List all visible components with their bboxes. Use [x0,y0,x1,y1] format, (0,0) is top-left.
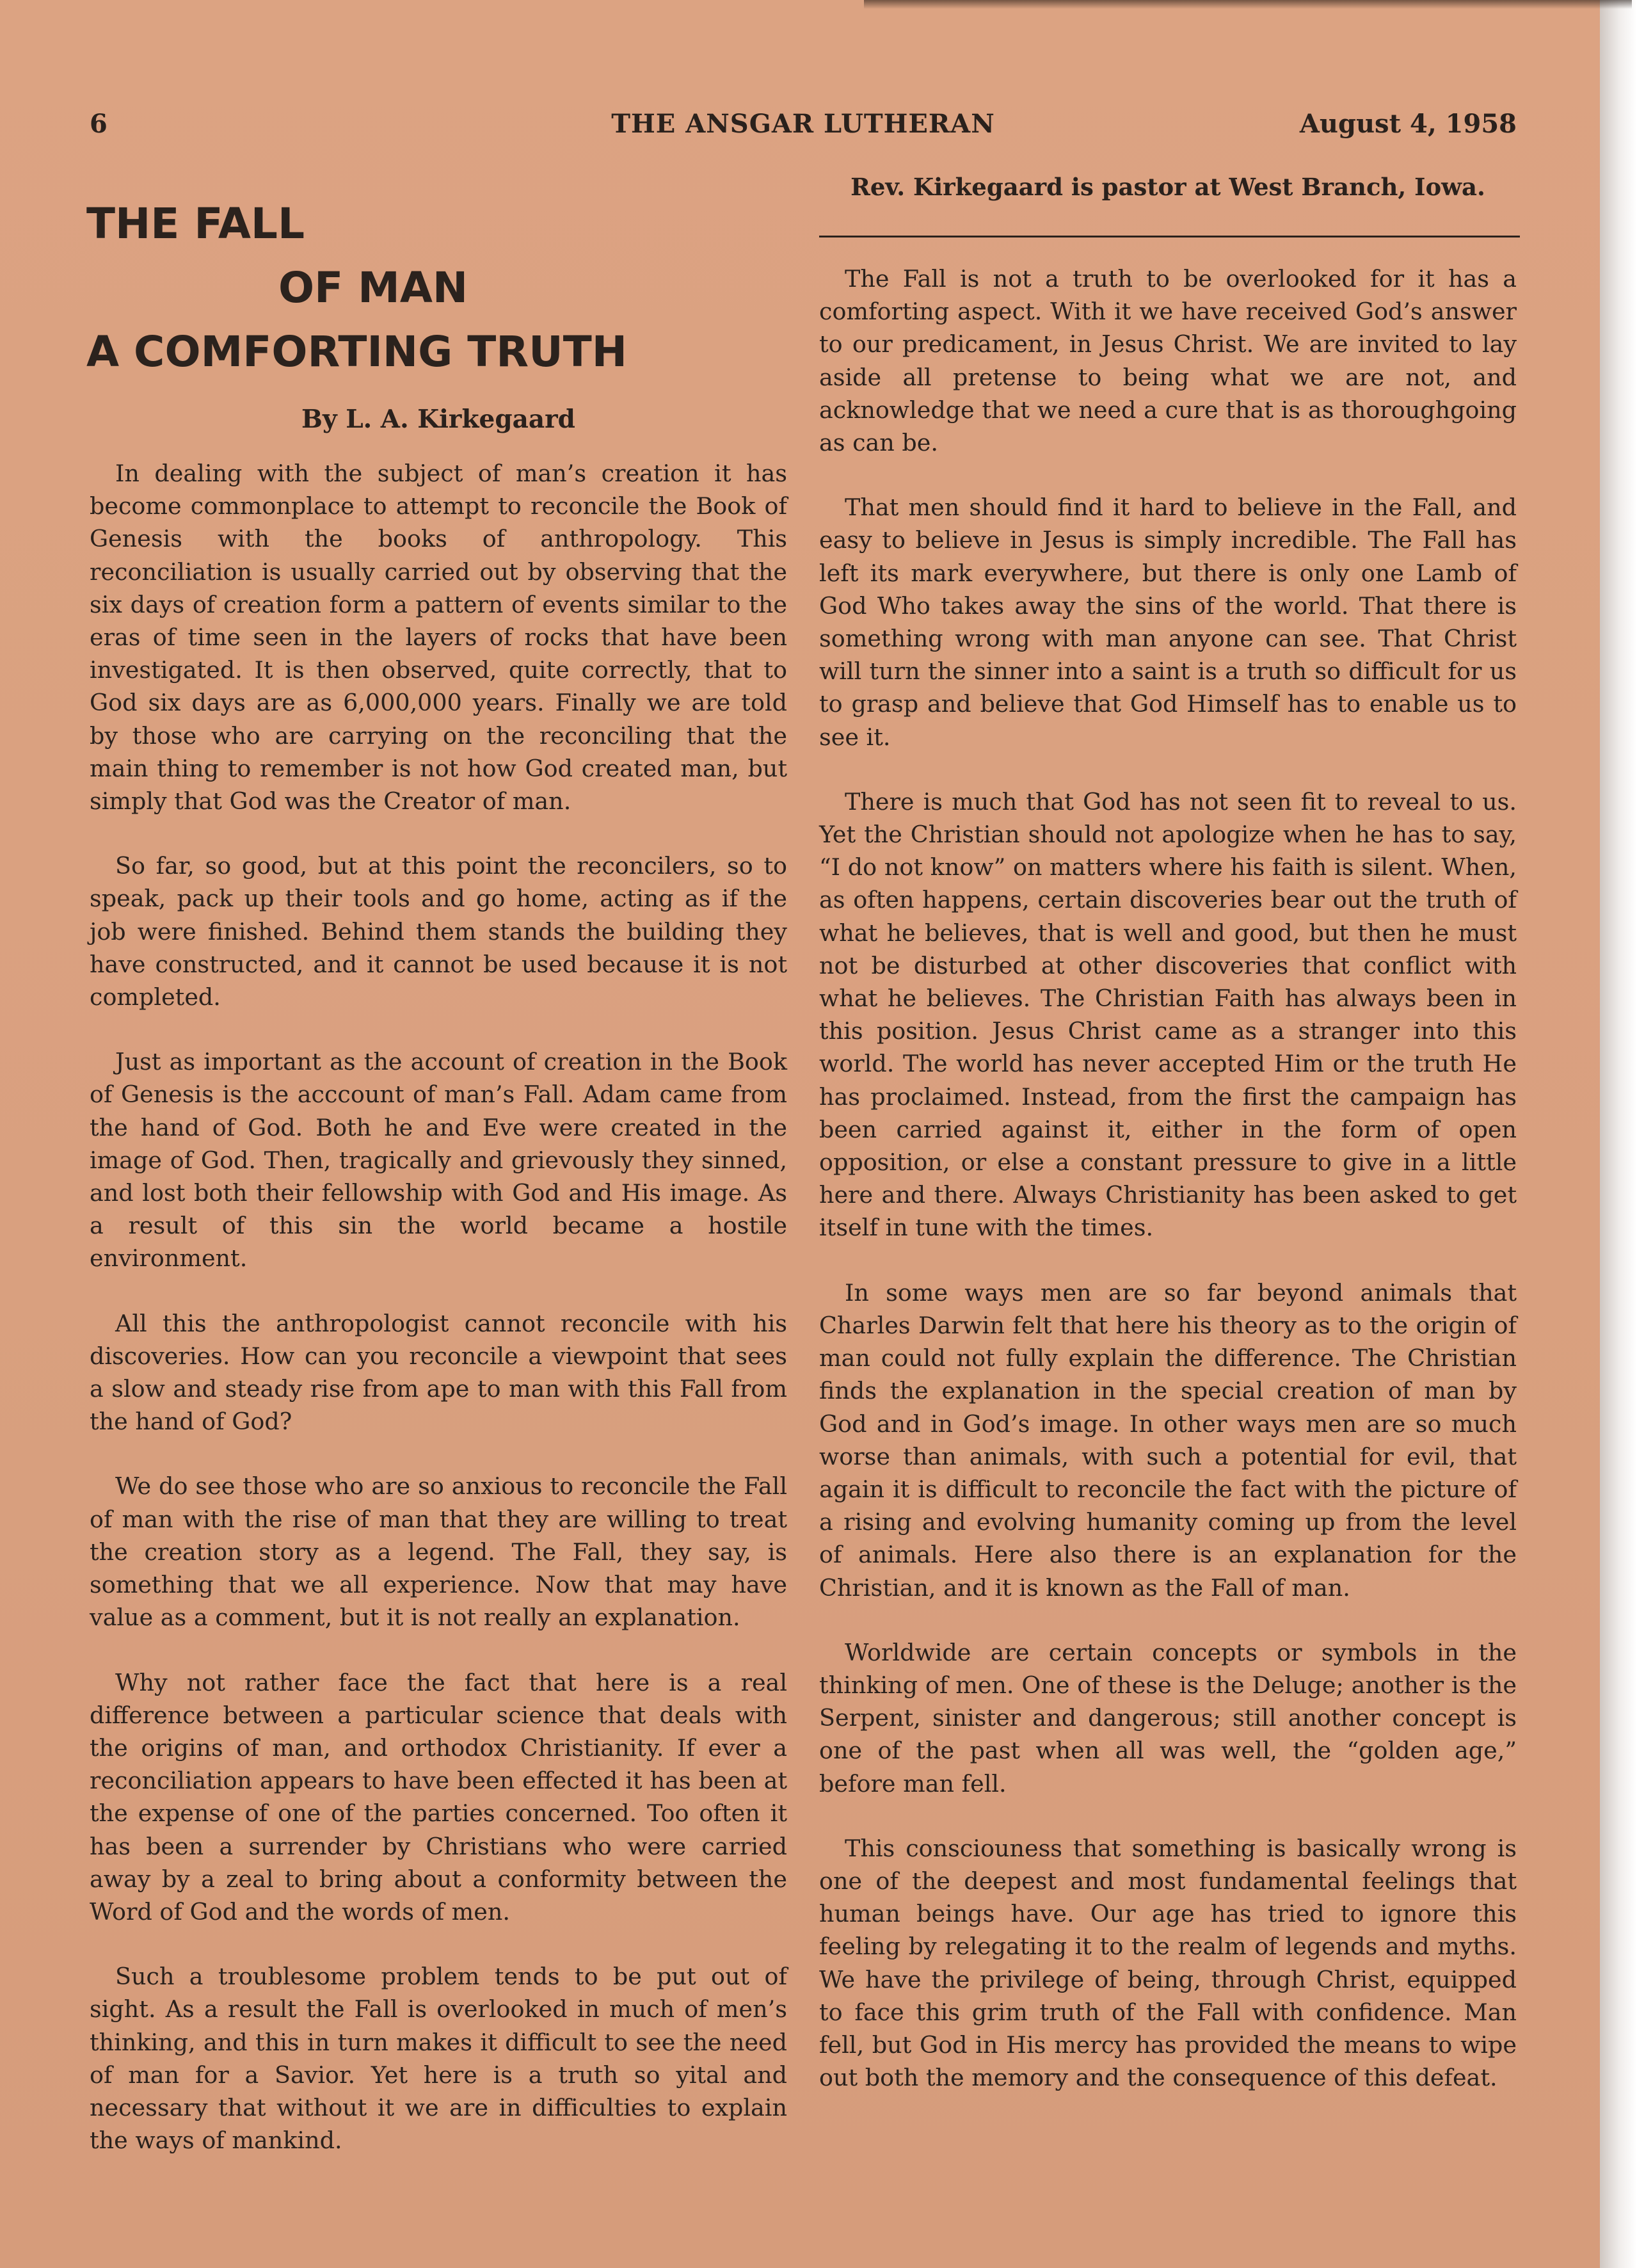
right-column [819,262,1517,2126]
paragraph: Just as important as the account of creation in the Book of Genesis is the acccount of man’s Fall. Adam came from the hand of God. Both he and Eve were created in the image of God. Then, tragically and grievously they sinned, and lost both their fellowship with God and His image. As a result of this sin the world became a hostile environment. [90,1048,787,1273]
title-line-1: THE FALL [86,199,305,248]
paragraph: Why not rather face the fact that here is a real difference between a particular science that deals with the origins of man, and orthodox Christianity. If ever a reconciliation appears to have been effected it has been at the expense of one of the parties concerned. Too often it has been a surrender by Christians who were carried away by a zeal to bring about a conformity between the Word of God and the words of men. [90,1668,787,1926]
paragraph: That men should find it hard to believe in the Fall, and easy to believe in Jesus is simply incredible. The Fall has left its mark everywhere, but there is only one Lamb of God Who takes away the sins of the world. That there is something wrong with man anyone can see. That Christ will turn the sinner into a saint is a truth so difficult for us to grasp and believe that God Himself has to enable us to see it. [819,494,1517,751]
paragraph: There is much that God has not seen fit to reveal to us. Yet the Christian should not apologize when he has to say, “I do not know” on matters where his faith is silent. When, as often happens, certain discoveries bear out the truth of what he believes, that is well and good, but then he must not be disturbed at other discoveries that conflict with what he believes. The Christian Faith has always been in this position. Jesus Christ came as a stranger into this world. The world has never accepted Him or the truth He has proclaimed. Instead, from the first the campaign has been carried against it, either in the form of open opposition, or else a constant pressure to give in a little here and there. Always Christianity has been asked to get itself in tune with the times. [819,787,1517,1242]
title-line-3: A COMFORTING TRUTH [86,327,627,376]
paragraph: In dealing with the subject of man’s creation it has become commonplace to attempt to reconcile the Book of Genesis with the books of anthropology. This reconciliation is usually carried out by observing that the six days of creation form a pattern of events similar to the eras of time seen in the layers of rocks that have been investigated. It is then observed, quite correctly, that to God six days are as 6,000,000 years. Finally we are told by those who are carrying on the reconciling that the main thing to remember is not how God created man, but simply that God was the Creator of man. [90,460,787,816]
page-header [90,109,1517,147]
divider-rule [819,236,1520,237]
page-number: 6 [90,109,108,139]
issue-date: August 4, 1958 [1299,109,1517,139]
paragraph: So far, so good, but at this point the reconcilers, so to speak, pack up their tools and go home, acting as if the job were finished. Behind them stands the building they have constructed, and it cannot be used because it is not completed. [90,852,787,1011]
paragraph: The Fall is not a truth to be overlooked for it has a comforting aspect. With it we have received God’s answer to our predicament, in Jesus Christ. We are invited to lay aside all pretense to being what we are not, and acknowledge that we need a cure that is as thoroughgoing as can be. [819,265,1517,457]
paragraph: We do see those who are so anxious to reconcile the Fall of man with the rise of man that they are willing to treat the creation story as a legend. The Fall, they say, is something that we all experience. Now that may have value as a comment, but it is not really an explanation. [90,1472,787,1632]
author-note: Rev. Kirkegaard is pastor at West Branch, Iowa. [850,173,1485,201]
paragraph: Such a troublesome problem tends to be put out of sight. As a result the Fall is overlooked in much of men’s thinking, and this in turn makes it difficult to see the need of man for a Savior. Yet here is a truth so yital and necessary that without it we are in difficulties to explain the ways of mankind. [90,1963,787,2155]
paragraph: All this the anthropologist cannot reconcile with his discoveries. How can you reconcile a viewpoint that sees a slow and steady rise from ape to man with this Fall from the hand of God? [90,1309,787,1436]
page-edge [1600,0,1637,2268]
paragraph: This consciouness that something is basically wrong is one of the deepest and most fundamental feelings that human beings have. Our age has tried to ignore this feeling by relegating it to the realm of legends and myths. We have the privilege of being, through Christ, equipped to face this grim truth of the Fall with confidence. Man fell, but God in His mercy has provided the means to wipe out both the memory and the consequence of this defeat. [819,1834,1517,2092]
scan-shadow [864,0,1632,9]
left-column [90,457,787,2189]
paragraph: Worldwide are certain concepts or symbols in the thinking of men. One of these is the Deluge; another is the Serpent, sinister and dangerous; still another concept is one of the past when all was well, the “golden age,” before man fell. [819,1638,1517,1798]
title-line-2: OF MAN [278,263,468,312]
article-title [86,192,790,384]
publication-name: THE ANSGAR LUTHERAN [611,109,995,139]
byline: By L. A. Kirkegaard [301,405,575,434]
paragraph: In some ways men are so far beyond animals that Charles Darwin felt that here his theory as to the origin of man could not fully explain the difference. The Christian finds the explanation in the special creation of man by God and in God’s image. In other ways men are so much worse than animals, with such a potential for evil, that again it is difficult to reconcile the fact with the picture of a rising and evolving humanity coming up from the level of animals. Here also there is an explanation for the Christian, and it is known as the Fall of man. [819,1278,1517,1602]
